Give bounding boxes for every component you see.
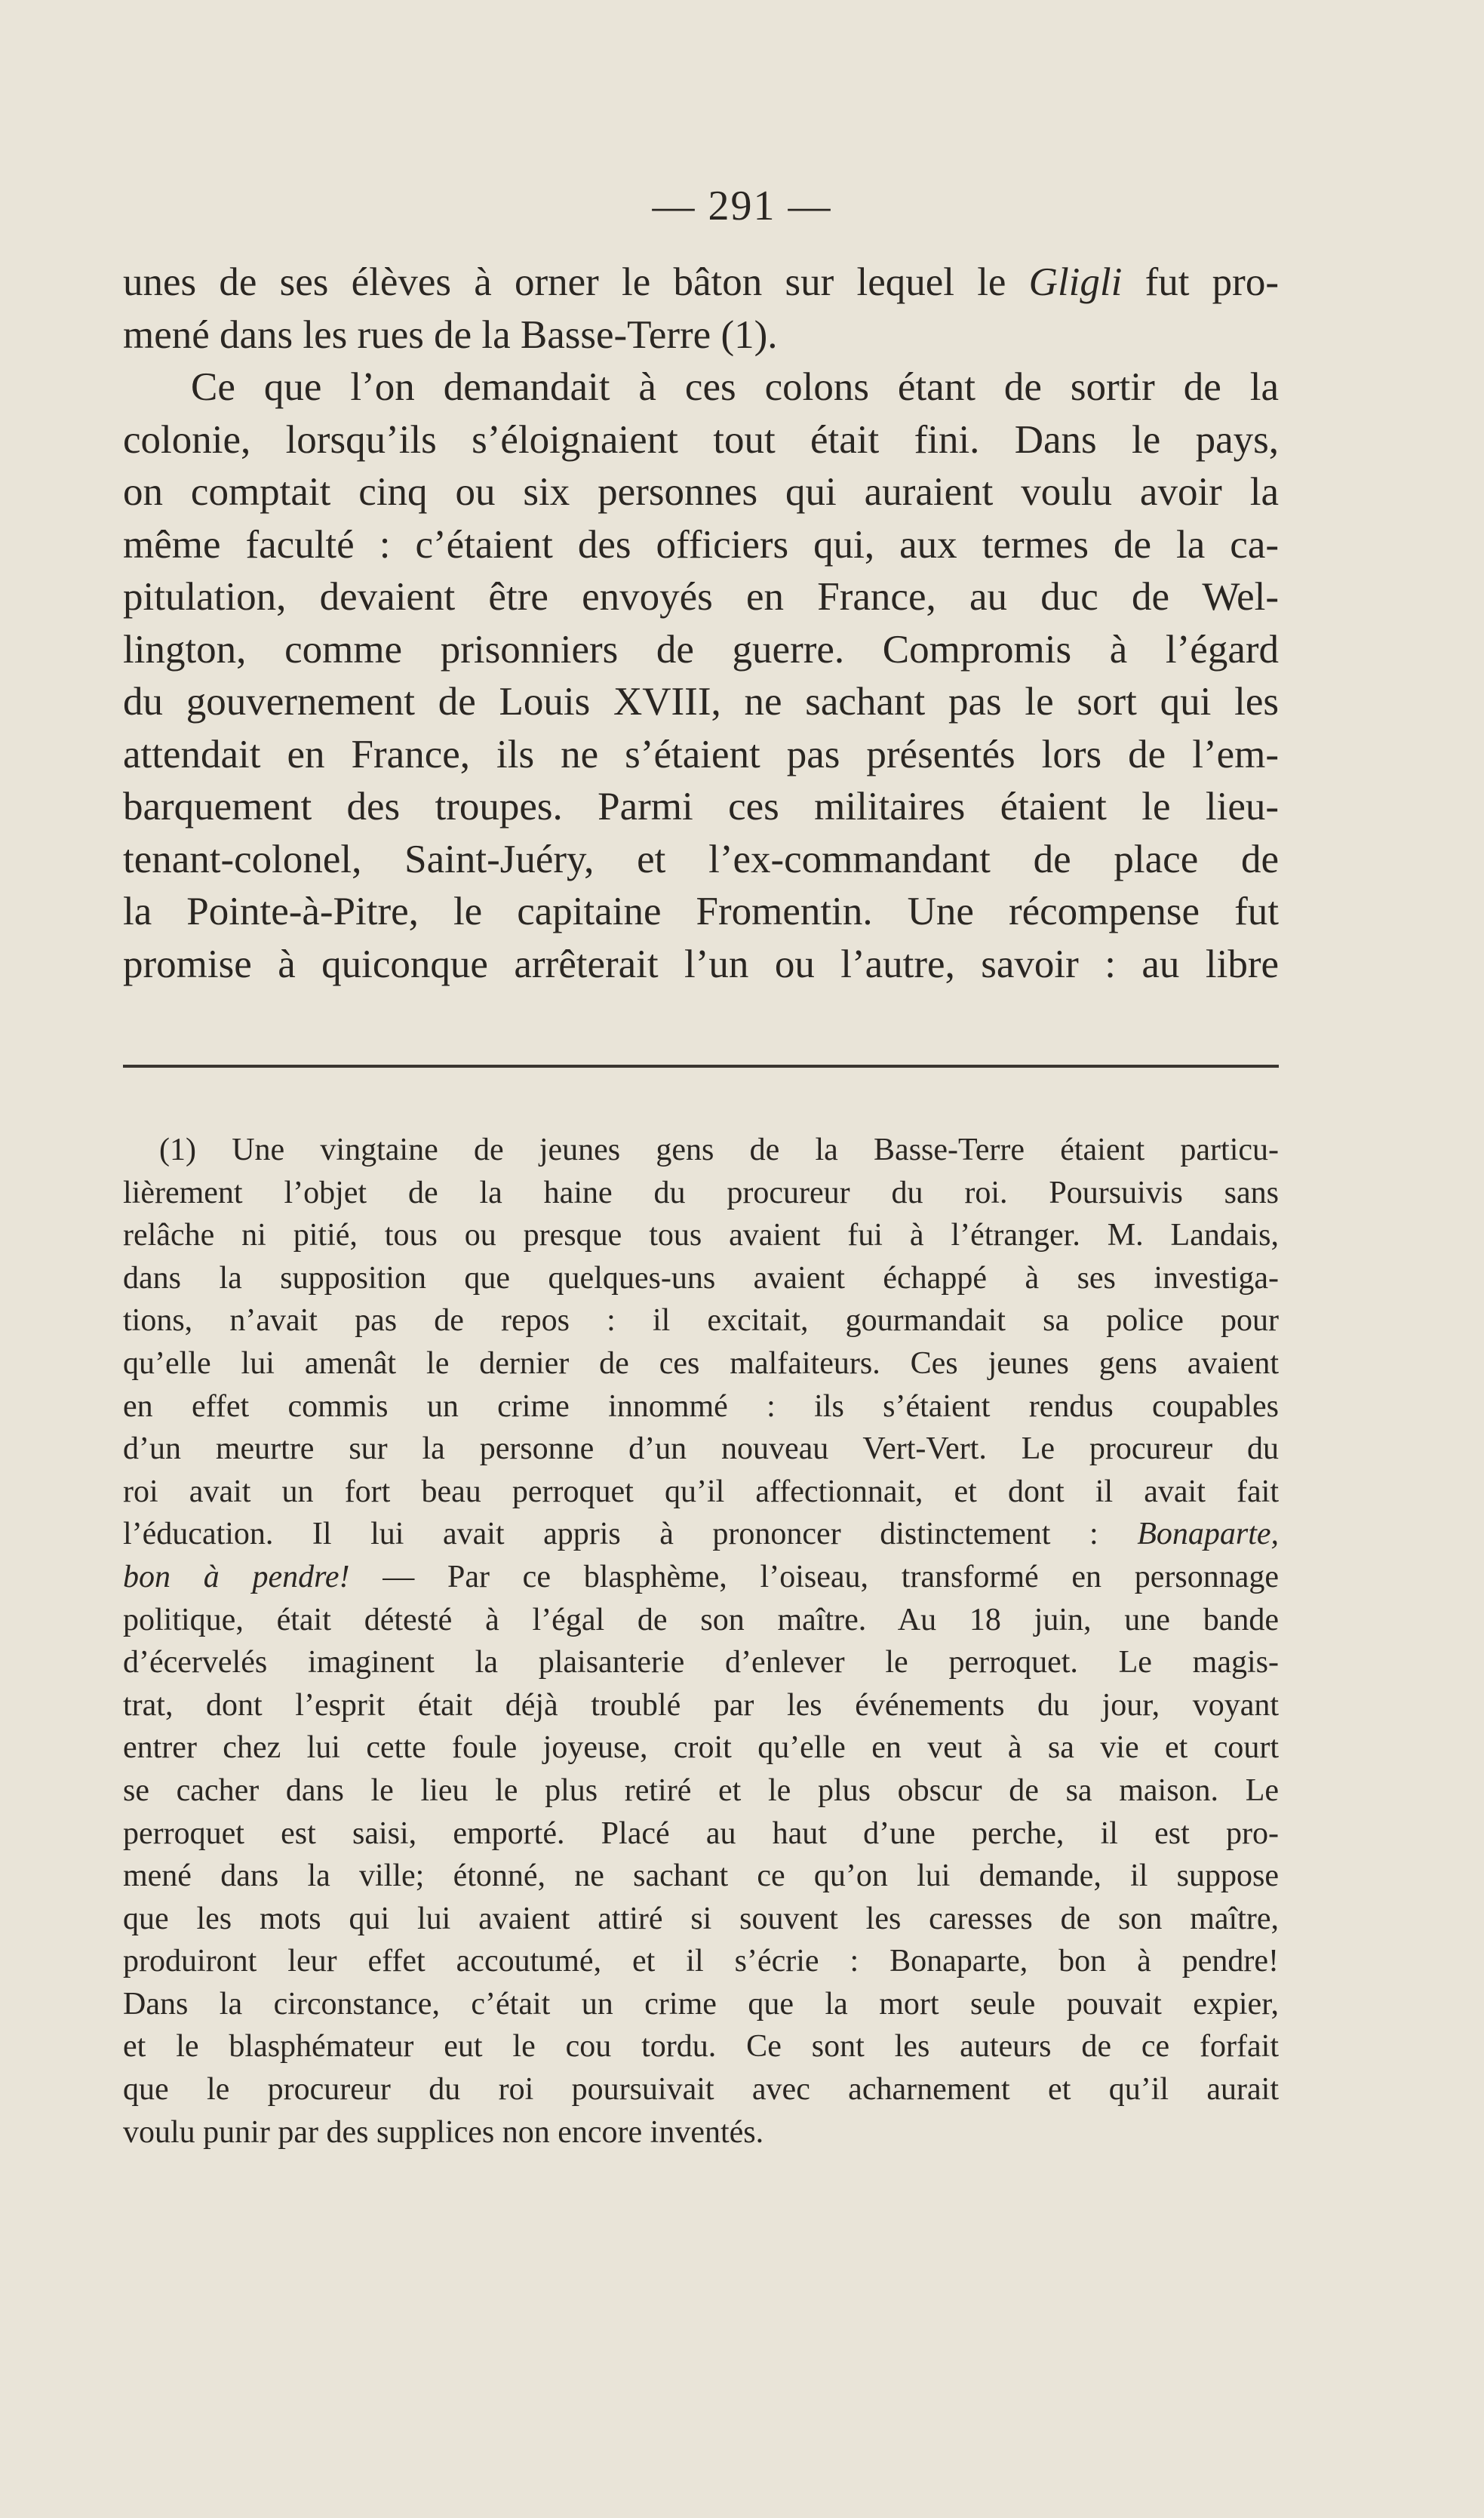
footnote-line bbox=[123, 1812, 1279, 1855]
main-text bbox=[123, 257, 1279, 991]
main-text-line bbox=[123, 414, 1279, 467]
footnote-line bbox=[123, 1940, 1279, 1983]
text-run: relâche ni pitié, tous ou presque tous avaient fui à l’étranger. M. Landais, bbox=[123, 1218, 1279, 1253]
text-run: qu’elle lui amenât le dernier de ces malfaiteurs. Ces jeunes gens avaient bbox=[123, 1345, 1279, 1381]
text-run: pitulation, devaient être envoyés en France, au duc de Wel- bbox=[123, 575, 1279, 619]
main-text-line bbox=[123, 729, 1279, 782]
footnote-line bbox=[123, 1599, 1279, 1642]
footnote-line bbox=[123, 1172, 1279, 1215]
text-run: on comptait cinq ou six personnes qui auraient voulu avoir la bbox=[123, 470, 1279, 514]
main-text-line bbox=[123, 886, 1279, 939]
text-run: du gouvernement de Louis XVIII, ne sachant pas le sort qui les bbox=[123, 680, 1279, 724]
text-run: trat, dont l’esprit était déjà troublé par les événements du jour, voyant bbox=[123, 1687, 1279, 1723]
text-run: Dans la circonstance, c’était un crime que la mort seule pouvait expier, bbox=[123, 1986, 1279, 2021]
footnote-line bbox=[123, 1342, 1279, 1385]
italic-text-run: Gligli bbox=[1028, 260, 1123, 304]
footnote-line bbox=[123, 2068, 1279, 2111]
text-run: roi avait un fort beau perroquet qu’il affectionnait, et dont il avait fait bbox=[123, 1474, 1279, 1509]
footnote-line bbox=[123, 1513, 1279, 1556]
footnote-line bbox=[123, 1214, 1279, 1257]
footnote-line bbox=[123, 1471, 1279, 1514]
text-run: l’éducation. Il lui avait appris à prononcer distinctement : bbox=[123, 1517, 1138, 1552]
text-run: unes de ses élèves à orner le bâton sur lequel le bbox=[123, 260, 1029, 304]
footnote-line bbox=[123, 1684, 1279, 1727]
text-run: (1) Une vingtaine de jeunes gens de la Basse-Terre étaient particu- bbox=[159, 1133, 1279, 1167]
italic-text-run: bon à pendre! bbox=[123, 1559, 350, 1594]
text-run: barquement des troupes. Parmi ces militaires étaient le lieu- bbox=[123, 785, 1279, 829]
text-run: lington, comme prisonniers de guerre. Compromis à l’égard bbox=[123, 627, 1279, 672]
text-run: d’écervelés imaginent la plaisanterie d’enlever le perroquet. Le magis- bbox=[123, 1645, 1279, 1680]
text-run: lièrement l’objet de la haine du procureur du roi. Poursuivis sans bbox=[123, 1175, 1279, 1210]
text-run: perroquet est saisi, emporté. Placé au haut d’une perche, il est pro- bbox=[123, 1815, 1279, 1851]
footnote bbox=[123, 1129, 1279, 2154]
footnote-line bbox=[123, 1385, 1279, 1428]
footnote-line bbox=[123, 1299, 1279, 1342]
italic-text-run: Bonaparte, bbox=[1137, 1517, 1279, 1552]
text-run: d’un meurtre sur la personne d’un nouveau Vert-Vert. Le procureur du bbox=[123, 1431, 1279, 1467]
text-run: voulu punir par des supplices non encore inventés. bbox=[123, 2114, 764, 2150]
text-run: tions, n’avait pas de repos : il excitait, gourmandait sa police pour bbox=[123, 1303, 1279, 1339]
text-run: Ce que l’on demandait à ces colons étant de sortir de la bbox=[191, 365, 1279, 409]
text-run: tenant-colonel, Saint-Juéry, et l’ex-commandant de place de bbox=[123, 837, 1279, 881]
main-text-line bbox=[123, 834, 1279, 887]
text-run: se cacher dans le lieu le plus retiré et le plus obscur de sa maison. Le bbox=[123, 1772, 1279, 1808]
main-text-line bbox=[123, 519, 1279, 572]
text-run: que les mots qui lui avaient attiré si souvent les caresses de son maître, bbox=[123, 1901, 1279, 1936]
main-text-line bbox=[123, 361, 1279, 414]
footnote-line bbox=[123, 1898, 1279, 1941]
main-text-line bbox=[123, 257, 1279, 309]
text-run: en effet commis un crime innommé : ils s’étaient rendus coupables bbox=[123, 1388, 1279, 1424]
text-run: promise à quiconque arrêterait l’un ou l’autre, savoir : au libre bbox=[123, 942, 1279, 986]
text-run: que le procureur du roi poursuivait avec acharnement et qu’il aurait bbox=[123, 2072, 1279, 2108]
page-number: — 291 — bbox=[652, 183, 832, 229]
main-text-line bbox=[123, 466, 1279, 519]
text-run: fut pro- bbox=[1122, 260, 1279, 304]
footnote-divider bbox=[123, 1065, 1279, 1068]
footnote-line bbox=[123, 1257, 1279, 1300]
main-text-line bbox=[123, 676, 1279, 729]
footnote-line bbox=[123, 2111, 1279, 2154]
text-run: même faculté : c’étaient des officiers qui, aux termes de la ca- bbox=[123, 522, 1279, 567]
text-run: attendait en France, ils ne s’étaient pas présentés lors de l’em- bbox=[123, 732, 1279, 776]
footnote-line bbox=[123, 1556, 1279, 1599]
footnote-line bbox=[123, 1769, 1279, 1812]
text-run: et le blasphémateur eut le cou tordu. Ce sont les auteurs de ce forfait bbox=[123, 2029, 1279, 2065]
footnote-line bbox=[123, 2025, 1279, 2068]
text-run: colonie, lorsqu’ils s’éloignaient tout était fini. Dans le pays, bbox=[123, 417, 1279, 462]
footnote-line bbox=[123, 1428, 1279, 1471]
footnote-line bbox=[123, 1983, 1279, 2026]
text-run: dans la supposition que quelques-uns avaient échappé à ses investiga- bbox=[123, 1260, 1279, 1296]
footnote-line bbox=[123, 1129, 1279, 1172]
text-run: produiront leur effet accoutumé, et il s’écrie : Bonaparte, bon à pendre! bbox=[123, 1944, 1279, 1979]
text-run: — Par ce blasphème, l’oiseau, transformé en personnage bbox=[349, 1559, 1279, 1594]
text-run: mené dans les rues de la Basse-Terre (1). bbox=[123, 312, 778, 357]
main-text-line bbox=[123, 571, 1279, 624]
main-text-line bbox=[123, 781, 1279, 834]
footnote-line bbox=[123, 1726, 1279, 1769]
text-run: politique, était détesté à l’égal de son maître. Au 18 juin, une bande bbox=[123, 1602, 1279, 1637]
text-run: mené dans la ville; étonné, ne sachant ce qu’on lui demande, il suppose bbox=[123, 1859, 1279, 1894]
text-run: entrer chez lui cette foule joyeuse, croit qu’elle en veut à sa vie et court bbox=[123, 1730, 1279, 1766]
text-run: la Pointe-à-Pitre, le capitaine Fromentin. Une récompense fut bbox=[123, 890, 1279, 933]
main-text-line bbox=[123, 939, 1279, 992]
footnote-line bbox=[123, 1855, 1279, 1898]
main-text-line bbox=[123, 309, 1279, 362]
main-text-line bbox=[123, 624, 1279, 677]
footnote-line bbox=[123, 1641, 1279, 1684]
